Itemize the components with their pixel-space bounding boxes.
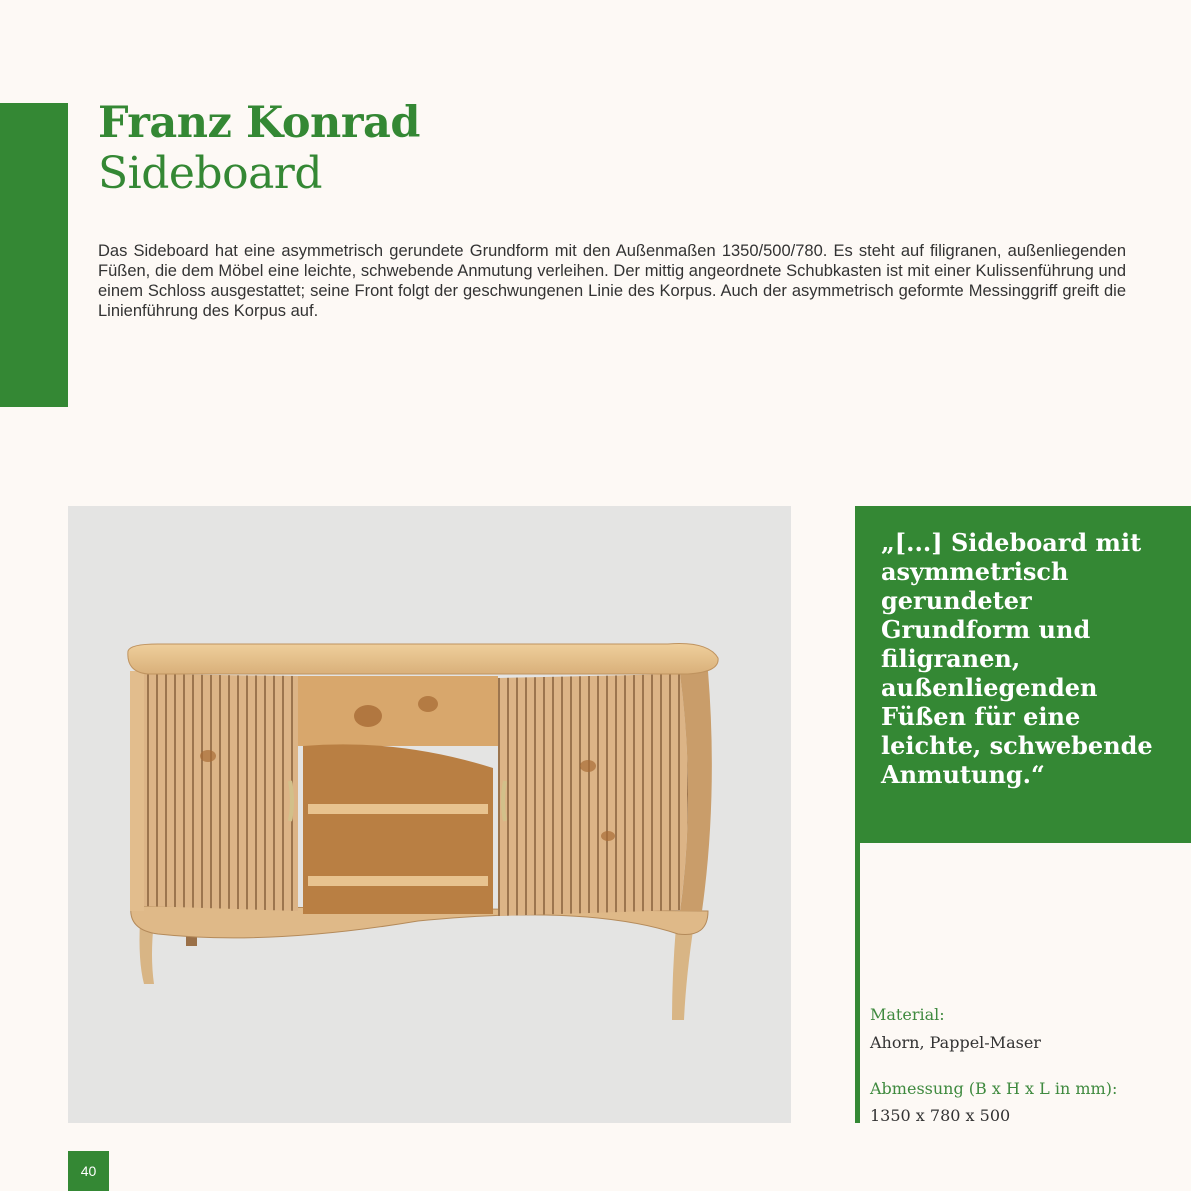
spec-accent-bar bbox=[855, 843, 860, 1123]
burl-spot bbox=[418, 696, 438, 712]
left-tambour-door bbox=[137, 674, 299, 911]
burl-spot bbox=[200, 750, 216, 762]
left-accent-bar bbox=[0, 103, 68, 407]
pull-quote: „[...] Sideboard mit asymmetrisch gerundeter Grundform und filigranen, außenliegenden Füßen für eine leichte, schwebende Anmutung.“ bbox=[881, 528, 1153, 789]
material-value: Ahorn, Pappel-Maser bbox=[870, 1033, 1041, 1052]
left-handle-icon bbox=[290, 781, 292, 821]
quote-box bbox=[855, 506, 1191, 843]
dimension-label: Abmessung (B x H x L in mm): bbox=[870, 1079, 1118, 1098]
burl-spot bbox=[601, 831, 615, 841]
page-number: 40 bbox=[68, 1151, 109, 1191]
center-drawer bbox=[298, 676, 498, 746]
burl-spot bbox=[580, 760, 596, 772]
right-tambour-door bbox=[498, 674, 688, 916]
burl-spot bbox=[354, 705, 382, 727]
description-paragraph: Das Sideboard hat eine asymmetrisch gerundete Grundform mit den Außenmaßen 1350/500/780. Es steht auf filigranen, außenliegenden Füßen, die dem Möbel eine leichte, schwebende Anmutung verleihen. Der mittig angeordnete Schubkasten ist mit einer Kulissenführung und einem Schloss ausgestattet; seine Front folgt der geschwungenen Linie des Korpus. Auch der asymmetrisch geformte Messinggriff greift die Linienführung des Korpus auf. bbox=[98, 242, 1126, 320]
center-shelf-opening bbox=[303, 744, 493, 914]
sideboard-top bbox=[128, 644, 718, 674]
right-front-leg bbox=[672, 924, 694, 1020]
dimension-value: 1350 x 780 x 500 bbox=[870, 1106, 1011, 1125]
left-stile bbox=[130, 671, 144, 911]
page-subtitle: Sideboard bbox=[98, 148, 323, 199]
sideboard-photo bbox=[68, 506, 791, 1123]
shelf-lower bbox=[308, 876, 488, 886]
page-title-name: Franz Konrad bbox=[98, 98, 420, 148]
shelf-upper bbox=[308, 804, 488, 814]
sideboard-illustration bbox=[68, 506, 791, 1123]
material-label: Material: bbox=[870, 1005, 945, 1024]
right-handle-icon bbox=[503, 781, 505, 821]
